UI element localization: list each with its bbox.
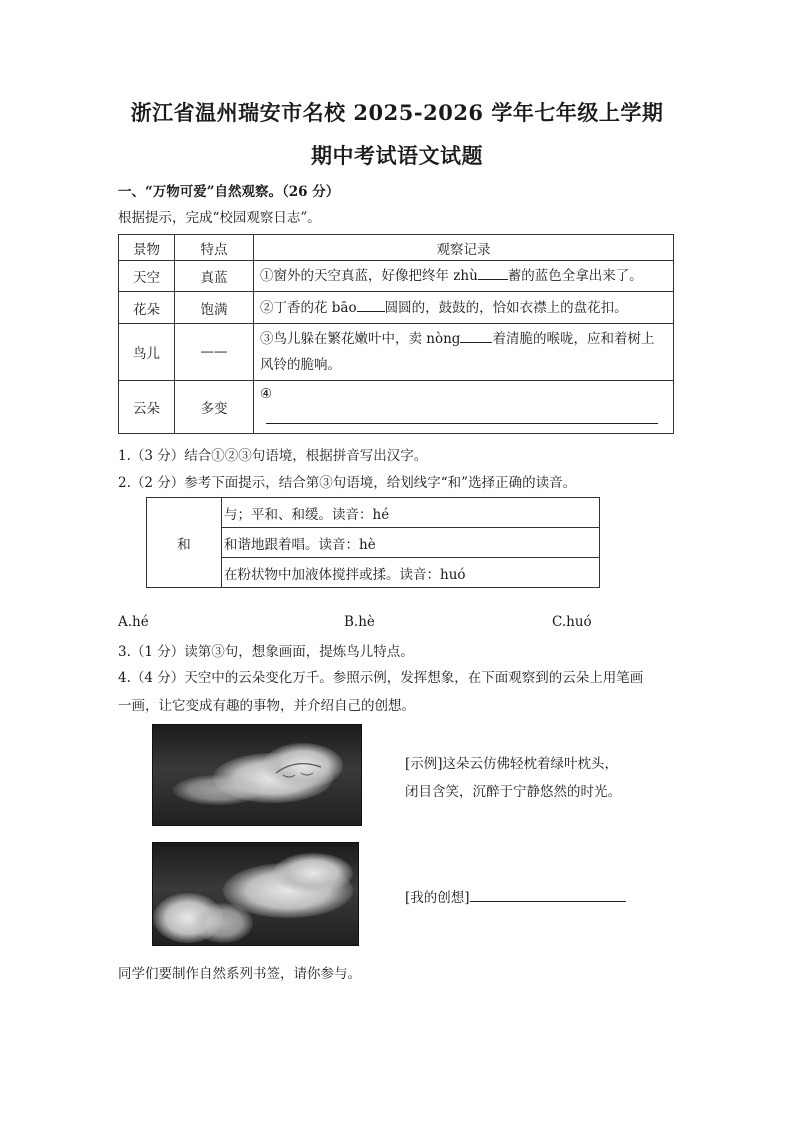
question-3: 3.（1 分）读第③句，想象画面，提炼鸟儿特点。 xyxy=(118,644,414,660)
my-idea-label: [我的创想] xyxy=(405,890,470,906)
record-cell: ③鸟儿躲在繁花嫩叶中，卖 nòng 着清脆的喉咙，应和着树上 风铃的脆响。 xyxy=(254,324,674,381)
target-char: 和 xyxy=(147,498,222,588)
feature-cell: 真蓝 xyxy=(175,261,254,292)
record-cell: ①窗外的天空真蓝，好像把终年 zhù 蓄的蓝色全拿出来了。 xyxy=(254,261,674,292)
section1-intro: 根据提示，完成“校园观察日志”。 xyxy=(118,210,321,226)
answer-blank[interactable] xyxy=(357,310,385,312)
reading-row: 和谐地跟着唱。读音：hè xyxy=(222,528,600,558)
my-idea-answer-line[interactable] xyxy=(470,900,626,902)
observation-table xyxy=(118,234,674,434)
header-record: 观察记录 xyxy=(254,235,674,261)
table-row xyxy=(119,324,674,381)
scene-cell: 花朵 xyxy=(119,292,175,324)
cloud-photo-example xyxy=(152,724,362,826)
table-row xyxy=(119,261,674,292)
record-cell: ④ xyxy=(254,381,674,434)
header-feature: 特点 xyxy=(175,235,254,261)
cloud-photo-task[interactable] xyxy=(152,842,359,946)
exam-title-line2: 期中考试语文试题 xyxy=(311,143,483,168)
scene-cell: 天空 xyxy=(119,261,175,292)
question-2: 2.（2 分）参考下面提示，结合第③句语境，给划线字“和”选择正确的读音。 xyxy=(118,475,577,491)
question-4-line1: 4.（4 分）天空中的云朵变化万千。参照示例，发挥想象，在下面观察到的云朵上用笔画 xyxy=(118,670,644,686)
table-row xyxy=(119,381,674,434)
example-line1: [示例]这朵云仿佛轻枕着绿叶枕头， xyxy=(405,756,619,772)
answer-line[interactable] xyxy=(266,422,658,424)
reading-row: 与；平和、和缓。读音：hé xyxy=(222,498,600,528)
feature-cell: 多变 xyxy=(175,381,254,434)
my-idea-row xyxy=(405,886,626,906)
option-c[interactable]: C.huó xyxy=(552,614,592,630)
answer-blank[interactable] xyxy=(478,278,508,280)
answer-blank[interactable] xyxy=(460,341,492,343)
section1-heading: 一、“万物可爱”自然观察。（26 分） xyxy=(118,184,340,200)
record-cell: ②丁香的花 bāo 圆圆的，鼓鼓的，恰如衣襟上的盘花扣。 xyxy=(254,292,674,324)
table-row xyxy=(119,292,674,324)
question-1: 1.（3 分）结合①②③句语境，根据拼音写出汉字。 xyxy=(118,448,428,464)
example-line2: 闭目含笑，沉醉于宁静悠然的时光。 xyxy=(405,784,621,800)
pronunciation-table xyxy=(146,497,600,588)
feature-cell: —— xyxy=(175,324,254,381)
option-b[interactable]: B.hè xyxy=(344,614,375,630)
exam-title-line1: 浙江省温州瑞安市名校 2025-2026 学年七年级上学期 xyxy=(130,100,664,125)
question-4-line2: 一画，让它变成有趣的事物，并介绍自己的创想。 xyxy=(118,698,415,714)
feature-cell: 饱满 xyxy=(175,292,254,324)
scene-cell: 鸟儿 xyxy=(119,324,175,381)
face-sketch-icon xyxy=(271,753,331,793)
option-a[interactable]: A.hé xyxy=(118,614,149,630)
reading-row: 在粉状物中加液体搅拌或揉。读音：huó xyxy=(222,558,600,588)
closing-instruction: 同学们要制作自然系列书签，请你参与。 xyxy=(118,966,361,982)
scene-cell: 云朵 xyxy=(119,381,175,434)
header-scene: 景物 xyxy=(119,235,175,261)
